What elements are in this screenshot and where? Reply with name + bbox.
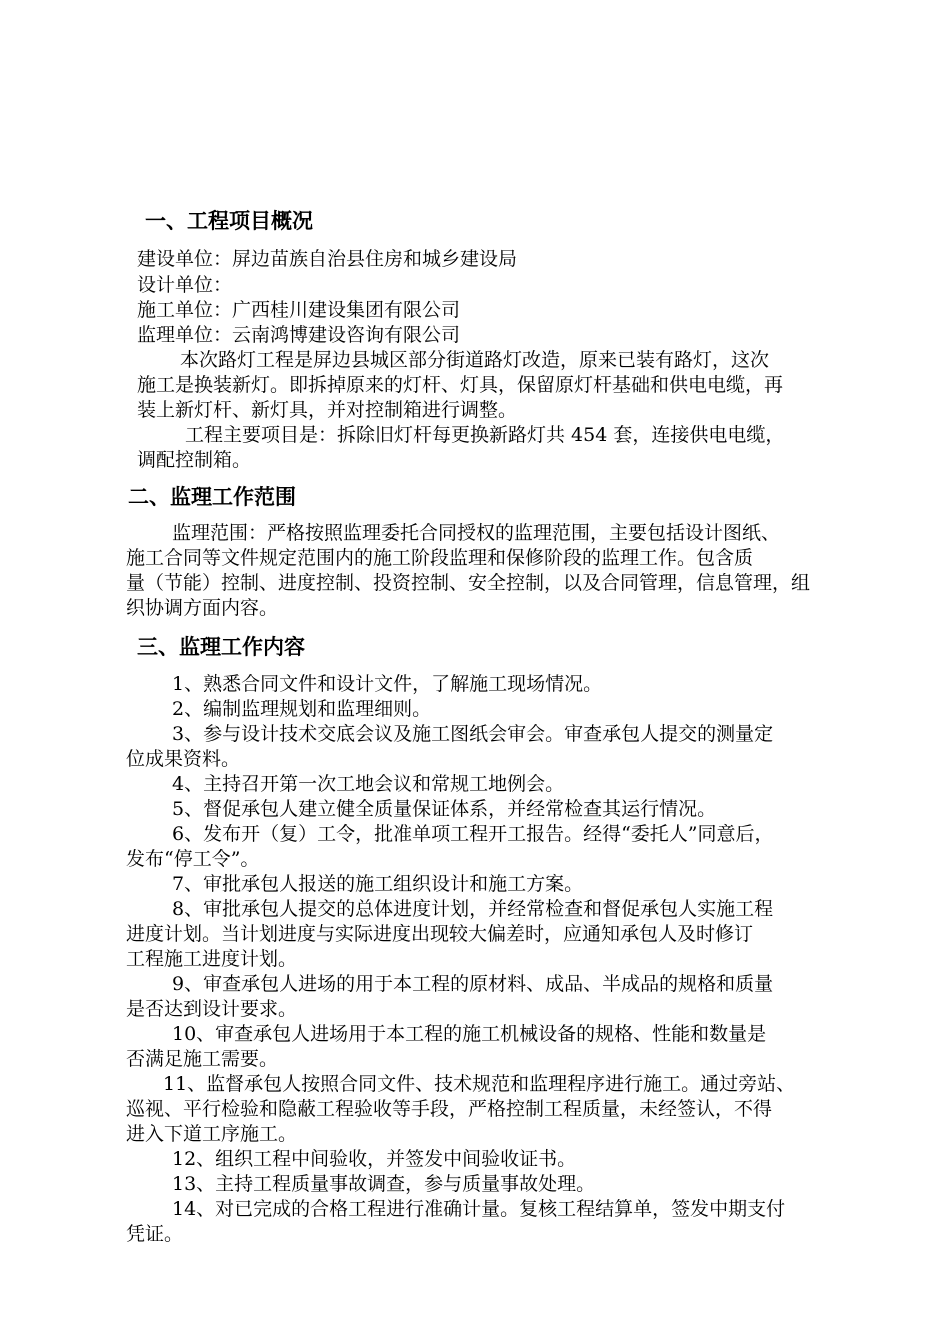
section1-line: 调配控制箱。 xyxy=(137,449,252,471)
section3-line: 巡视、平行检验和隐蔽工程验收等手段，严格控制工程质量，未经签认，不得 xyxy=(126,1098,773,1120)
section3-line: 进度计划。当计划进度与实际进度出现较大偏差时，应通知承包人及时修订 xyxy=(126,923,754,945)
section3-line: 13、主持工程质量事故调查，参与质量事故处理。 xyxy=(172,1173,596,1195)
section2-title: 二、监理工作范围 xyxy=(128,485,296,509)
section3-line: 8、审批承包人提交的总体进度计划，并经常检查和督促承包人实施工程 xyxy=(172,898,774,920)
section3-line: 凭证。 xyxy=(126,1223,184,1245)
section1-line: 设计单位： xyxy=(137,274,233,296)
section3-line: 否满足施工需要。 xyxy=(126,1048,279,1070)
section1-line: 本次路灯工程是屏边县城区部分街道路灯改造，原来已装有路灯，这次 xyxy=(180,349,770,371)
section2-line: 量（节能）控制、进度控制、投资控制、安全控制，以及合同管理，信息管理，组 xyxy=(126,572,811,594)
section3-title: 三、监理工作内容 xyxy=(137,635,305,659)
section1-line: 施工是换装新灯。即拆掉原来的灯杆、灯具，保留原灯杆基础和供电电缆，再 xyxy=(137,374,784,396)
section3-line: 是否达到设计要求。 xyxy=(126,998,298,1020)
section3-line: 7、审批承包人报送的施工组织设计和施工方案。 xyxy=(172,873,584,895)
section3-line: 3、参与设计技术交底会议及施工图纸会审会。审查承包人提交的测量定 xyxy=(172,723,774,745)
section1-line: 工程主要项目是：拆除旧灯杆每更换新路灯共 454 套，连接供电电缆， xyxy=(185,424,785,446)
section3-line: 14、对已完成的合格工程进行准确计量。复核工程结算单，签发中期支付 xyxy=(172,1198,786,1220)
section3-line: 工程施工进度计划。 xyxy=(126,948,298,970)
section1-line: 装上新灯杆、新灯具，并对控制箱进行调整。 xyxy=(137,399,518,421)
section2-line: 监理范围：严格按照监理委托合同授权的监理范围，主要包括设计图纸、 xyxy=(172,522,781,544)
section1-title: 一、工程项目概况 xyxy=(145,209,313,233)
section3-line: 发布“停工令”。 xyxy=(126,848,260,870)
section3-line: 10、审查承包人进场用于本工程的施工机械设备的规格、性能和数量是 xyxy=(172,1023,767,1045)
section3-line: 2、编制监理规划和监理细则。 xyxy=(172,698,432,720)
section2-line: 施工合同等文件规定范围内的施工阶段监理和保修阶段的监理工作。包含质 xyxy=(126,547,754,569)
section3-line: 位成果资料。 xyxy=(126,748,241,770)
section3-line: 6、发布开（复）工令，批准单项工程开工报告。经得“委托人”同意后， xyxy=(172,823,774,845)
section1-line: 监理单位：云南鸿博建设咨询有限公司 xyxy=(137,324,461,346)
section3-line: 5、督促承包人建立健全质量保证体系，并经常检查其运行情况。 xyxy=(172,798,717,820)
section3-line: 进入下道工序施工。 xyxy=(126,1123,298,1145)
section3-line: 9、审查承包人进场的用于本工程的原材料、成品、半成品的规格和质量 xyxy=(172,973,774,995)
section1-line: 建设单位：屏边苗族自治县住房和城乡建设局 xyxy=(137,248,518,270)
section3-line: 12、组织工程中间验收，并签发中间验收证书。 xyxy=(172,1148,577,1170)
section2-line: 织协调方面内容。 xyxy=(126,597,279,619)
section3-line: 11、监督承包人按照合同文件、技术规范和监理程序进行施工。通过旁站、 xyxy=(163,1073,796,1095)
section3-line: 4、主持召开第一次工地会议和常规工地例会。 xyxy=(172,773,565,795)
section3-line: 1、熟悉合同文件和设计文件，了解施工现场情况。 xyxy=(172,673,603,695)
section1-line: 施工单位：广西桂川建设集团有限公司 xyxy=(137,299,461,321)
